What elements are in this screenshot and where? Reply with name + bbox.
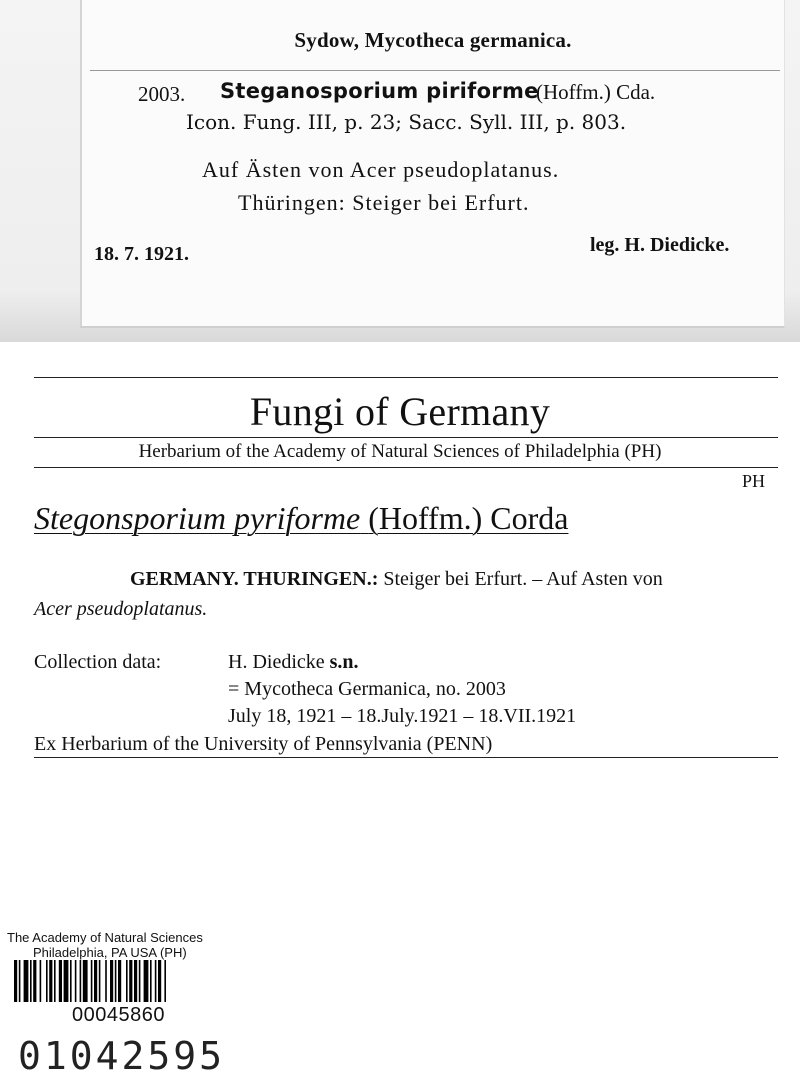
locality-line — [130, 568, 663, 591]
sydow-species-author: (Hoffm.) Cda. — [536, 80, 656, 104]
herbarium-line: Herbarium of the Academy of Natural Sciences of Philadelphia (PH) — [138, 441, 662, 462]
collector-line — [228, 651, 359, 674]
label-title: Fungi of Germany — [249, 389, 551, 434]
sydow-divider — [90, 70, 780, 71]
label-bottom-rule — [34, 757, 778, 758]
sydow-number: 2003. — [138, 82, 186, 106]
barcode-institution — [7, 930, 231, 960]
exsiccata-line: = Mycotheca Germanica, no. 2003 — [228, 678, 506, 700]
taxon-author: (Hoffm.) Corda — [368, 500, 569, 536]
label-title-rule — [34, 437, 778, 438]
label-herbarium-rule — [34, 467, 778, 468]
ex-herbarium-line: Ex Herbarium of the University of Pennsylvania (PENN) — [34, 733, 493, 755]
herbarium-code: PH — [742, 471, 766, 491]
sydow-collector: leg. H. Diedicke. — [590, 234, 730, 256]
barcode-institution-line1: The Academy of Natural Sciences — [7, 930, 203, 945]
taxon-name — [34, 500, 568, 537]
locality-text: Steiger bei Erfurt. – Auf Asten von — [383, 568, 663, 590]
taxon-binomial: Stegonsporium pyriforme — [34, 500, 361, 536]
sydow-date: 18. 7. 1921. — [94, 243, 189, 265]
sydow-reference: Icon. Fung. III, p. 23; Sacc. Syll. III, p. 803. — [186, 110, 627, 134]
label-top-rule — [34, 377, 778, 378]
collector-name: H. Diedicke — [228, 651, 325, 673]
sydow-label — [80, 0, 785, 328]
sydow-species: Steganosporium piriforme — [220, 79, 539, 103]
barcode-image — [14, 960, 222, 1002]
barcode-institution-line2: Philadelphia, PA USA (PH) — [33, 945, 187, 960]
dates-line: July 18, 1921 – 18.July.1921 – 18.VII.1921 — [228, 705, 577, 727]
sydow-title: Sydow, Mycotheca germanica. — [294, 28, 572, 52]
country-region: GERMANY. THURINGEN.: — [130, 568, 379, 590]
barcode-number: 00045860 — [72, 1004, 165, 1026]
sydow-locality: Thüringen: Steiger bei Erfurt. — [238, 190, 530, 215]
catalog-number: 01042595 — [18, 1034, 226, 1078]
sydow-host: Auf Ästen von Acer pseudoplatanus. — [202, 157, 560, 182]
host-text: Acer pseudoplatanus. — [34, 598, 208, 620]
collection-data-label: Collection data: — [34, 651, 162, 673]
collector-number: s.n. — [329, 651, 359, 673]
